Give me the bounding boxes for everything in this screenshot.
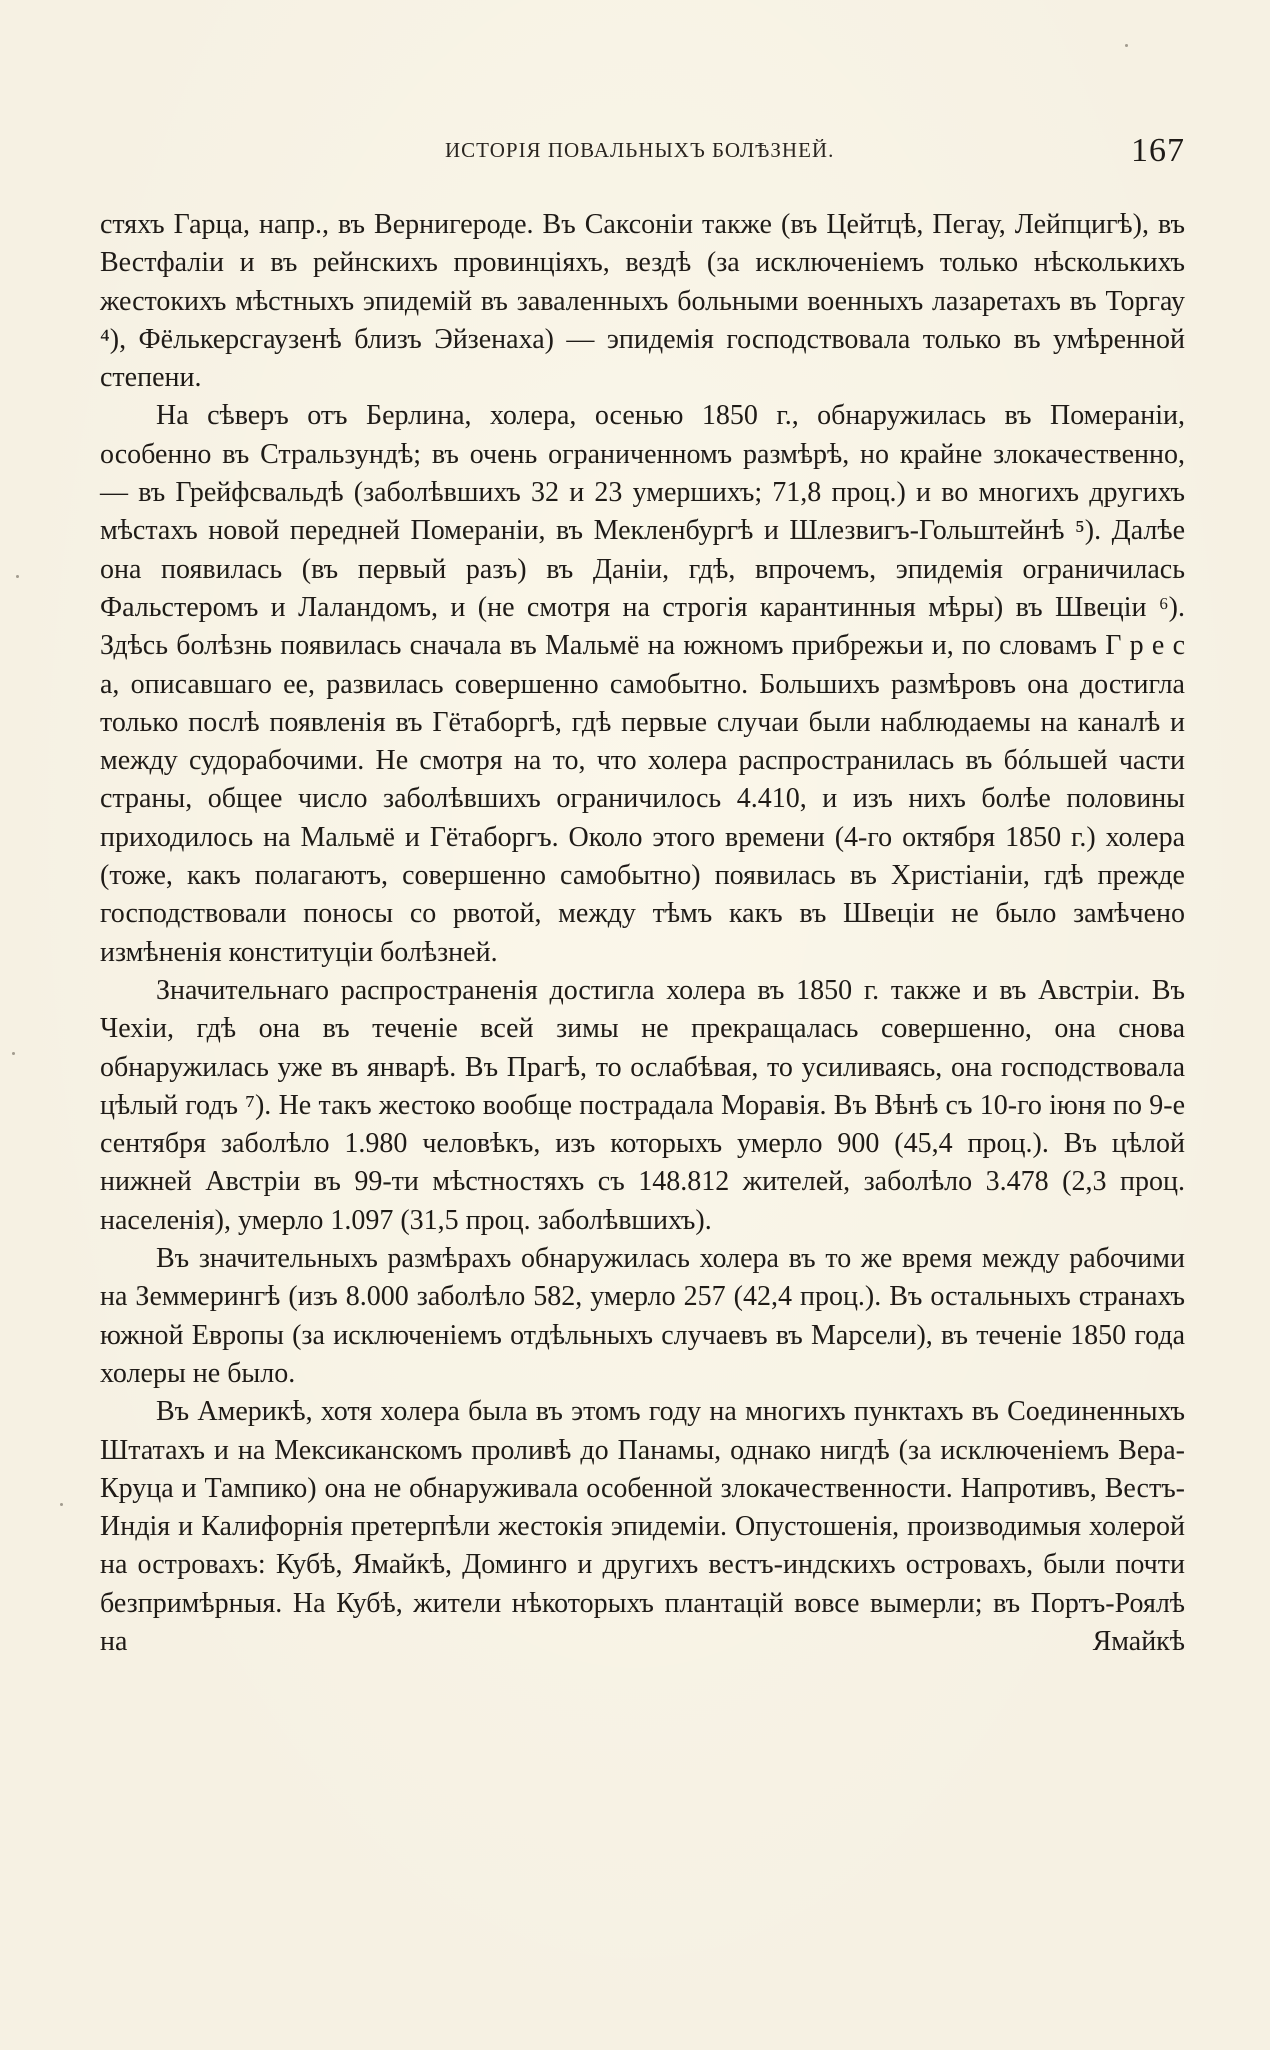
paragraph-3: Значительнаго распространенія достигла холера въ 1850 г. также и въ Австріи. Въ Чехіи, гдѣ она въ теченіе всей зимы не прекращалась совершенно, она снова обнаружилась уже въ январѣ. Въ Прагѣ, то ослабѣвая, то усиливаясь, она господствовала цѣлый годъ ⁷). Не такъ жестоко вообще пострадала Моравія. Въ Вѣнѣ съ 10-го іюня по 9-е сентября заболѣло 1.980 человѣкъ, изъ которыхъ умерло 900 (45,4 проц.). Въ цѣлой нижней Австріи въ 99-ти мѣстностяхъ съ 148.812 жителей, заболѣло 3.478 (2,3 проц. населенія), умерло 1.097 (31,5 проц. заболѣвшихъ). (100, 974, 1185, 1236)
page-speck (16, 575, 19, 578)
body-text (100, 206, 1185, 1661)
running-head: ИСТОРІЯ ПОВАЛЬНЫХЪ БОЛѢЗНЕЙ. (445, 138, 835, 162)
paragraph-1: стяхъ Гарца, напр., въ Вернигероде. Въ Саксоніи также (въ Цейтцѣ, Пегау, Лейпцигѣ), въ Вестфаліи и въ рейнскихъ провинціяхъ, вездѣ (за исключеніемъ только нѣсколькихъ жестокихъ мѣстныхъ эпидемій въ заваленныхъ больными военныхъ лазаретахъ въ Торгау ⁴), Фёлькерсгаузенѣ близъ Эйзенаха) — эпидемія господствовала только въ умѣренной степени. (100, 209, 1185, 394)
page-header (100, 132, 1185, 182)
page-speck (12, 1052, 15, 1055)
paragraph-2: На сѣверъ отъ Берлина, холера, осенью 1850 г., обнаружилась въ Помераніи, особенно въ Стральзундѣ; въ очень ограниченномъ размѣрѣ, но крайне злокачественно, — въ Грейфсвальдѣ (заболѣвшихъ 32 и 23 умершихъ; 71,8 проц.) и во многихъ другихъ мѣстахъ новой передней Помераніи, въ Мекленбургѣ и Шлезвигъ-Гольштейнѣ ⁵). Далѣе она появилась (въ первый разъ) въ Даніи, гдѣ, впрочемъ, эпидемія ограничилась Фальстеромъ и Лаландомъ, и (не смотря на строгія карантинныя мѣры) въ Швеціи ⁶). Здѣсь болѣзнь появилась сначала въ Мальмё на южномъ прибрежьи и, по словамъ Г р е с а, описавшаго ее, развилась совершенно самобытно. Большихъ размѣровъ она достигла только послѣ появленія въ Гётаборгѣ, гдѣ первые случаи были наблюдаемы на каналѣ и между судорабочими. Не смотря на то, что холера распространилась въ бóльшей части страны, общее число заболѣвшихъ ограничилось 4.410, и изъ нихъ болѣе половины приходилось на Мальмё и Гётаборгъ. Около этого времени (4-го октября 1850 г.) холера (тоже, какъ полагаютъ, совершенно самобытно) появилась въ Христіаніи, гдѣ прежде господствовали поносы со рвотой, между тѣмъ какъ въ Швеціи не было замѣчено измѣненія конституціи болѣзней. (100, 400, 1185, 968)
page-speck (1125, 44, 1128, 47)
paragraph-5: Въ Америкѣ, хотя холера была въ этомъ году на многихъ пунктахъ въ Соединенныхъ Штатахъ и на Мексиканскомъ проливѣ до Панамы, однако нигдѣ (за исключеніемъ Вера-Круца и Тампико) она не обнаруживала особенной злокачественности. Напротивъ, Вестъ-Индія и Калифорнія претерпѣли жестокія эпидеміи. Опустошенія, производимыя холерой на островахъ: Кубѣ, Ямайкѣ, Доминго и другихъ вестъ-индскихъ островахъ, были почти безпримѣрныя. На Кубѣ, жители нѣкоторыхъ плантацій вовсе вымерли; въ Портъ-Роялѣ на Ямайкѣ (100, 1396, 1185, 1657)
page-speck (60, 1503, 63, 1506)
page-number: 167 (1131, 132, 1185, 169)
paragraph-4: Въ значительныхъ размѣрахъ обнаружилась холера въ то же время между рабочими на Земмерингѣ (изъ 8.000 заболѣло 582, умерло 257 (42,4 проц.). Въ остальныхъ странахъ южной Европы (за исключеніемъ отдѣльныхъ случаевъ въ Марсели), въ теченіе 1850 года холеры не было. (100, 1243, 1185, 1389)
